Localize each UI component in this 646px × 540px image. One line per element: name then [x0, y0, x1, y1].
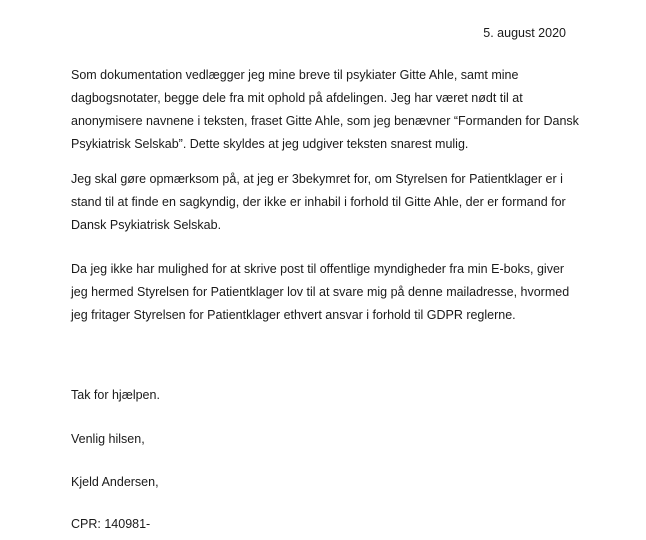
cpr-number: CPR: 140981- — [71, 517, 151, 531]
paragraph-line: Dansk Psykiatrisk Selskab. — [71, 218, 222, 232]
paragraph-documentation — [71, 64, 591, 156]
closing-regards: Venlig hilsen, — [71, 432, 145, 446]
closing-thanks: Tak for hjælpen. — [71, 388, 160, 402]
paragraph-line: Jeg skal gøre opmærksom på, at jeg er 3bekymret for, om Styrelsen for Patientklager er i — [71, 172, 563, 186]
paragraph-line: stand til at finde en sagkyndig, der ikke er inhabil i forhold til Gitte Ahle, der er formand for — [71, 195, 566, 209]
paragraph-line: jeg fritager Styrelsen for Patientklager ethvert ansvar i forhold til GDPR reglerne. — [71, 308, 516, 322]
paragraph-concern — [71, 168, 591, 237]
paragraph-permission — [71, 258, 591, 327]
paragraph-line: anonymisere navnene i teksten, fraset Gitte Ahle, som jeg benævner “Formanden for Dansk — [71, 114, 579, 128]
paragraph-line: Da jeg ikke har mulighed for at skrive post til offentlige myndigheder fra min E-boks, giver — [71, 262, 565, 276]
paragraph-line: dagbogsnotater, begge dele fra mit ophold på afdelingen. Jeg har været nødt til at — [71, 91, 523, 105]
letter-date: 5. august 2020 — [483, 26, 566, 40]
paragraph-line: Psykiatrisk Selskab”. Dette skyldes at jeg udgiver teksten snarest mulig. — [71, 137, 469, 151]
paragraph-line: jeg hermed Styrelsen for Patientklager lov til at svare mig på denne mailadresse, hvormed — [71, 285, 570, 299]
signature-name: Kjeld Andersen, — [71, 475, 159, 489]
paragraph-line: Som dokumentation vedlægger jeg mine breve til psykiater Gitte Ahle, samt mine — [71, 68, 519, 82]
